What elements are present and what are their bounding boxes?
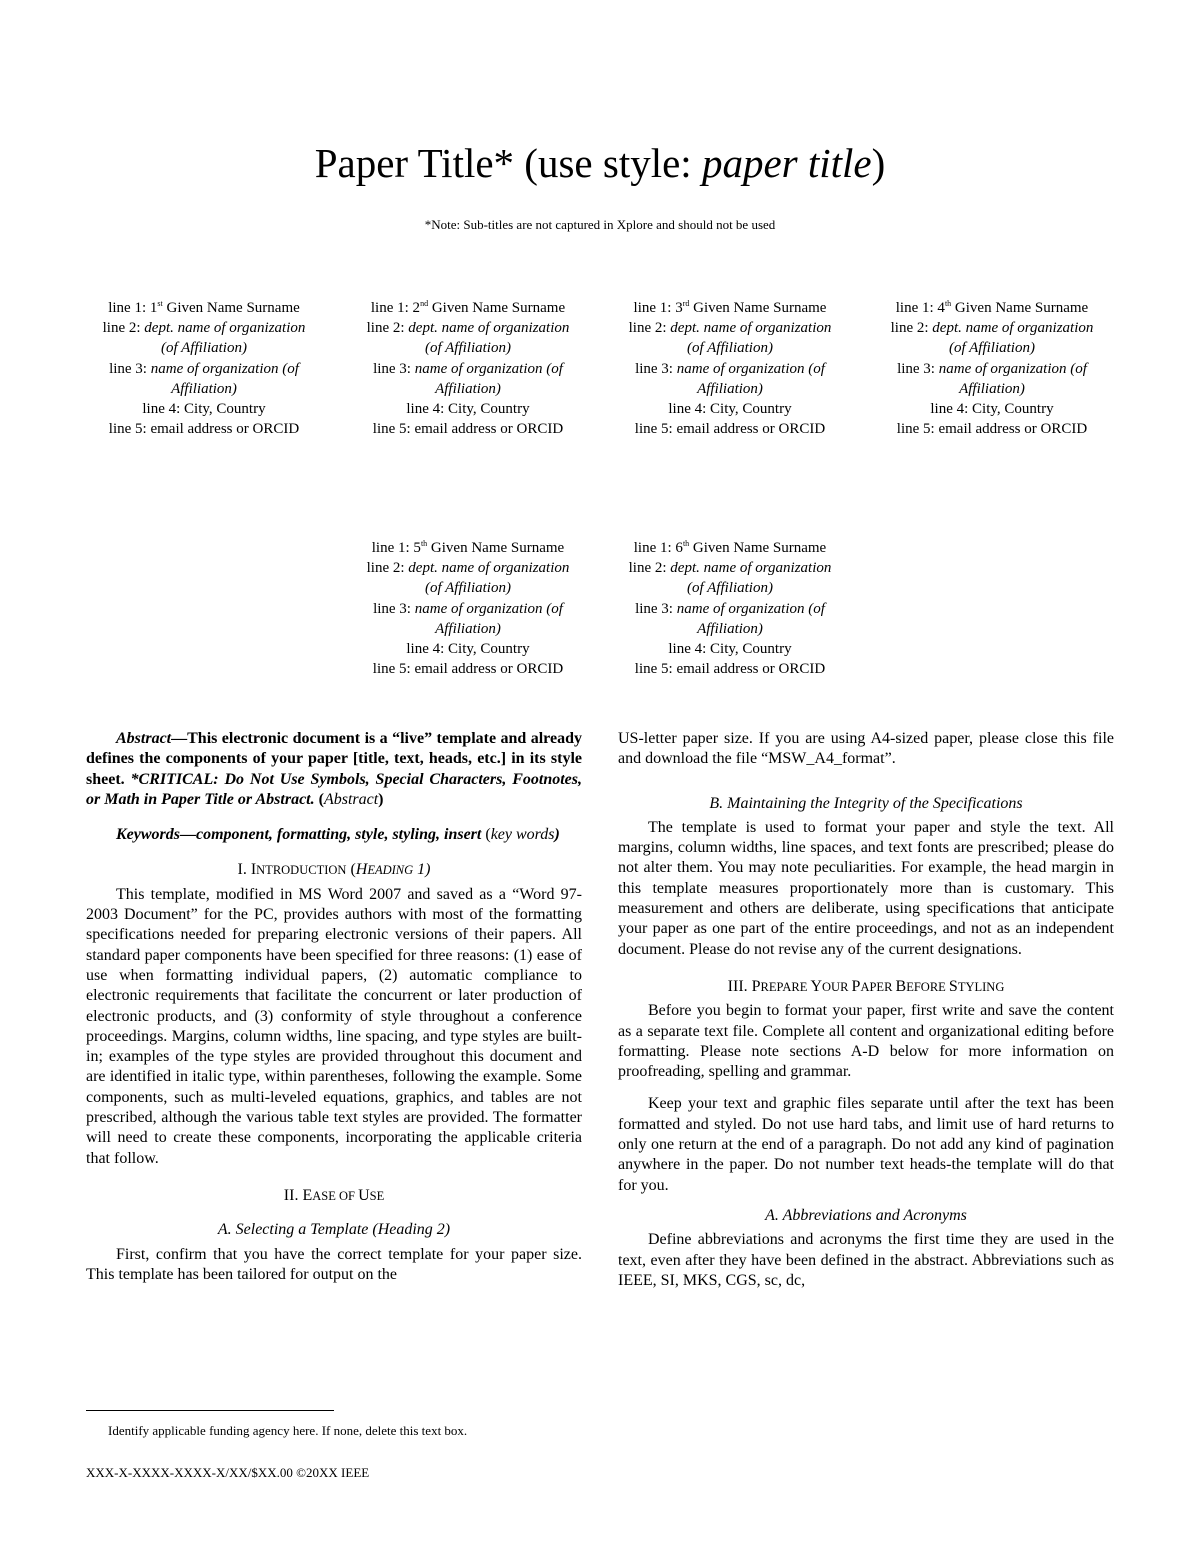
selecting-template-paragraph: First, confirm that you have the correct template for your paper size. This template has been tailored for output on the — [86, 1245, 582, 1283]
introduction-paragraph: This template, modified in MS Word 2007 and saved as a “Word 97-2003 Document” for the PC, provides authors with most of the formatting specifications needed for preparing electronic versions of their papers. All standard paper components have been specified for three reasons: (1) ease of use when formatting individual papers, (2) automatic compliance to electronic requirements that facilitate the concurrent or later production of electronic products, and (3) conformity of style throughout a conference proceedings. Margins, column widths, line spacing, and type styles are built-in; examples of the type styles are provided throughout this document and are identified in italic type, within parentheses, following the example. Some components, such as multi-leveled equations, graphics, and tables are not prescribed, although the various table text styles are provided. The formatter will need to create these components, incorporating the applicable criteria that follow. — [86, 885, 582, 1167]
footnote-rule — [86, 1410, 334, 1411]
author-block-5: line 1: 5th Given Name Surname line 2: dept. name of organization (of Affiliation) line 3: name of organization (of Affiliation) line 4: City, Country line 5: email address or ORCID — [366, 539, 570, 678]
section-heading-ease-of-use: II. EASE OF USE — [283, 1186, 385, 1204]
subtitle-note: *Note: Sub-titles are not captured in Xplore and should not be used — [424, 217, 776, 232]
funding-footnote: Identify applicable funding agency here. If none, delete this text box. — [108, 1423, 468, 1438]
subsection-heading-selecting-template: A. Selecting a Template (Heading 2) — [217, 1221, 451, 1239]
abstract: Abstract—This electronic document is a “live” template and already defines the components of your paper [title, text, heads, etc.] in its style sheet. *CRITICAL: Do Not Use Symbols, Special Characters, Footnotes, or Math in Paper Title or Abstract. (Abstract) — [86, 730, 583, 808]
subsection-heading-integrity: B. Maintaining the Integrity of the Specifications — [709, 794, 1023, 812]
author-block-1: line 1: 1st Given Name Surname line 2: dept. name of organization (of Affiliation) line 3: name of organization (of Affiliation) line 4: City, Country line 5: email address or ORCID — [102, 299, 306, 438]
integrity-paragraph: The template is used to format your paper and style the text. All margins, column widths, line spaces, and text fonts are prescribed; please do not alter them. You may note peculiarities. For example, the head margin in this template measures proportionately more than is customary. This measurement and others are deliberate, using specifications that anticipate your paper as one part of the entire proceedings, and not as an independent document. Please do not revise any of the current designations. — [618, 818, 1114, 958]
author-block-6: line 1: 6th Given Name Surname line 2: dept. name of organization (of Affiliation) line 3: name of organization (of Affiliation) line 4: City, Country line 5: email address or ORCID — [628, 539, 832, 678]
prepare-paper-paragraph-2: Keep your text and graphic files separate until after the text has been formatted and styled. Do not use hard tabs, and limit use of hard returns to only one return at the end of a paragraph. Do not add any kind of pagination anywhere in the paper. Do not number text heads-the template will do that for you. — [618, 1095, 1114, 1194]
author-block-3: line 1: 3rd Given Name Surname line 2: dept. name of organization (of Affiliation) line 3: name of organization (of Affiliation) line 4: City, Country line 5: email address or ORCID — [628, 299, 832, 438]
abbreviations-paragraph: Define abbreviations and acronyms the first time they are used in the text, even after they have been defined in the abstract. Abbreviations such as IEEE, SI, MKS, CGS, sc, dc, — [618, 1231, 1114, 1289]
left-column — [86, 729, 582, 1285]
author-block-2: line 1: 2nd Given Name Surname line 2: dept. name of organization (of Affiliation) line 3: name of organization (of Affiliation) line 4: City, Country line 5: email address or ORCID — [366, 299, 570, 438]
section-heading-prepare-paper: III. PREPARE YOUR PAPER BEFORE STYLING — [727, 977, 1005, 995]
author-block-4: line 1: 4th Given Name Surname line 2: dept. name of organization (of Affiliation) line 3: name of organization (of Affiliation) line 4: City, Country line 5: email address or ORCID — [890, 299, 1094, 438]
copyright-line: XXX-X-XXXX-XXXX-X/XX/$XX.00 ©20XX IEEE — [86, 1465, 370, 1480]
keywords: Keywords—component, formatting, style, styling, insert (key words) — [116, 826, 560, 844]
prepare-paper-paragraph-1: Before you begin to format your paper, first write and save the content as a separate text file. Complete all content and organizational editing before formatting. Please note sections A-D below for more information on proofreading, spelling and grammar. — [618, 1002, 1114, 1081]
selecting-template-paragraph-continued: US-letter paper size. If you are using A4-sized paper, please close this file and download the file “MSW_A4_format”. — [618, 730, 1114, 768]
subsection-heading-abbreviations: A. Abbreviations and Acronyms — [765, 1206, 967, 1224]
section-heading-introduction: I. INTRODUCTION (HEADING 1) — [237, 861, 431, 879]
paper-title: Paper Title* (use style: paper title) — [314, 140, 886, 186]
right-column — [618, 729, 1114, 1291]
